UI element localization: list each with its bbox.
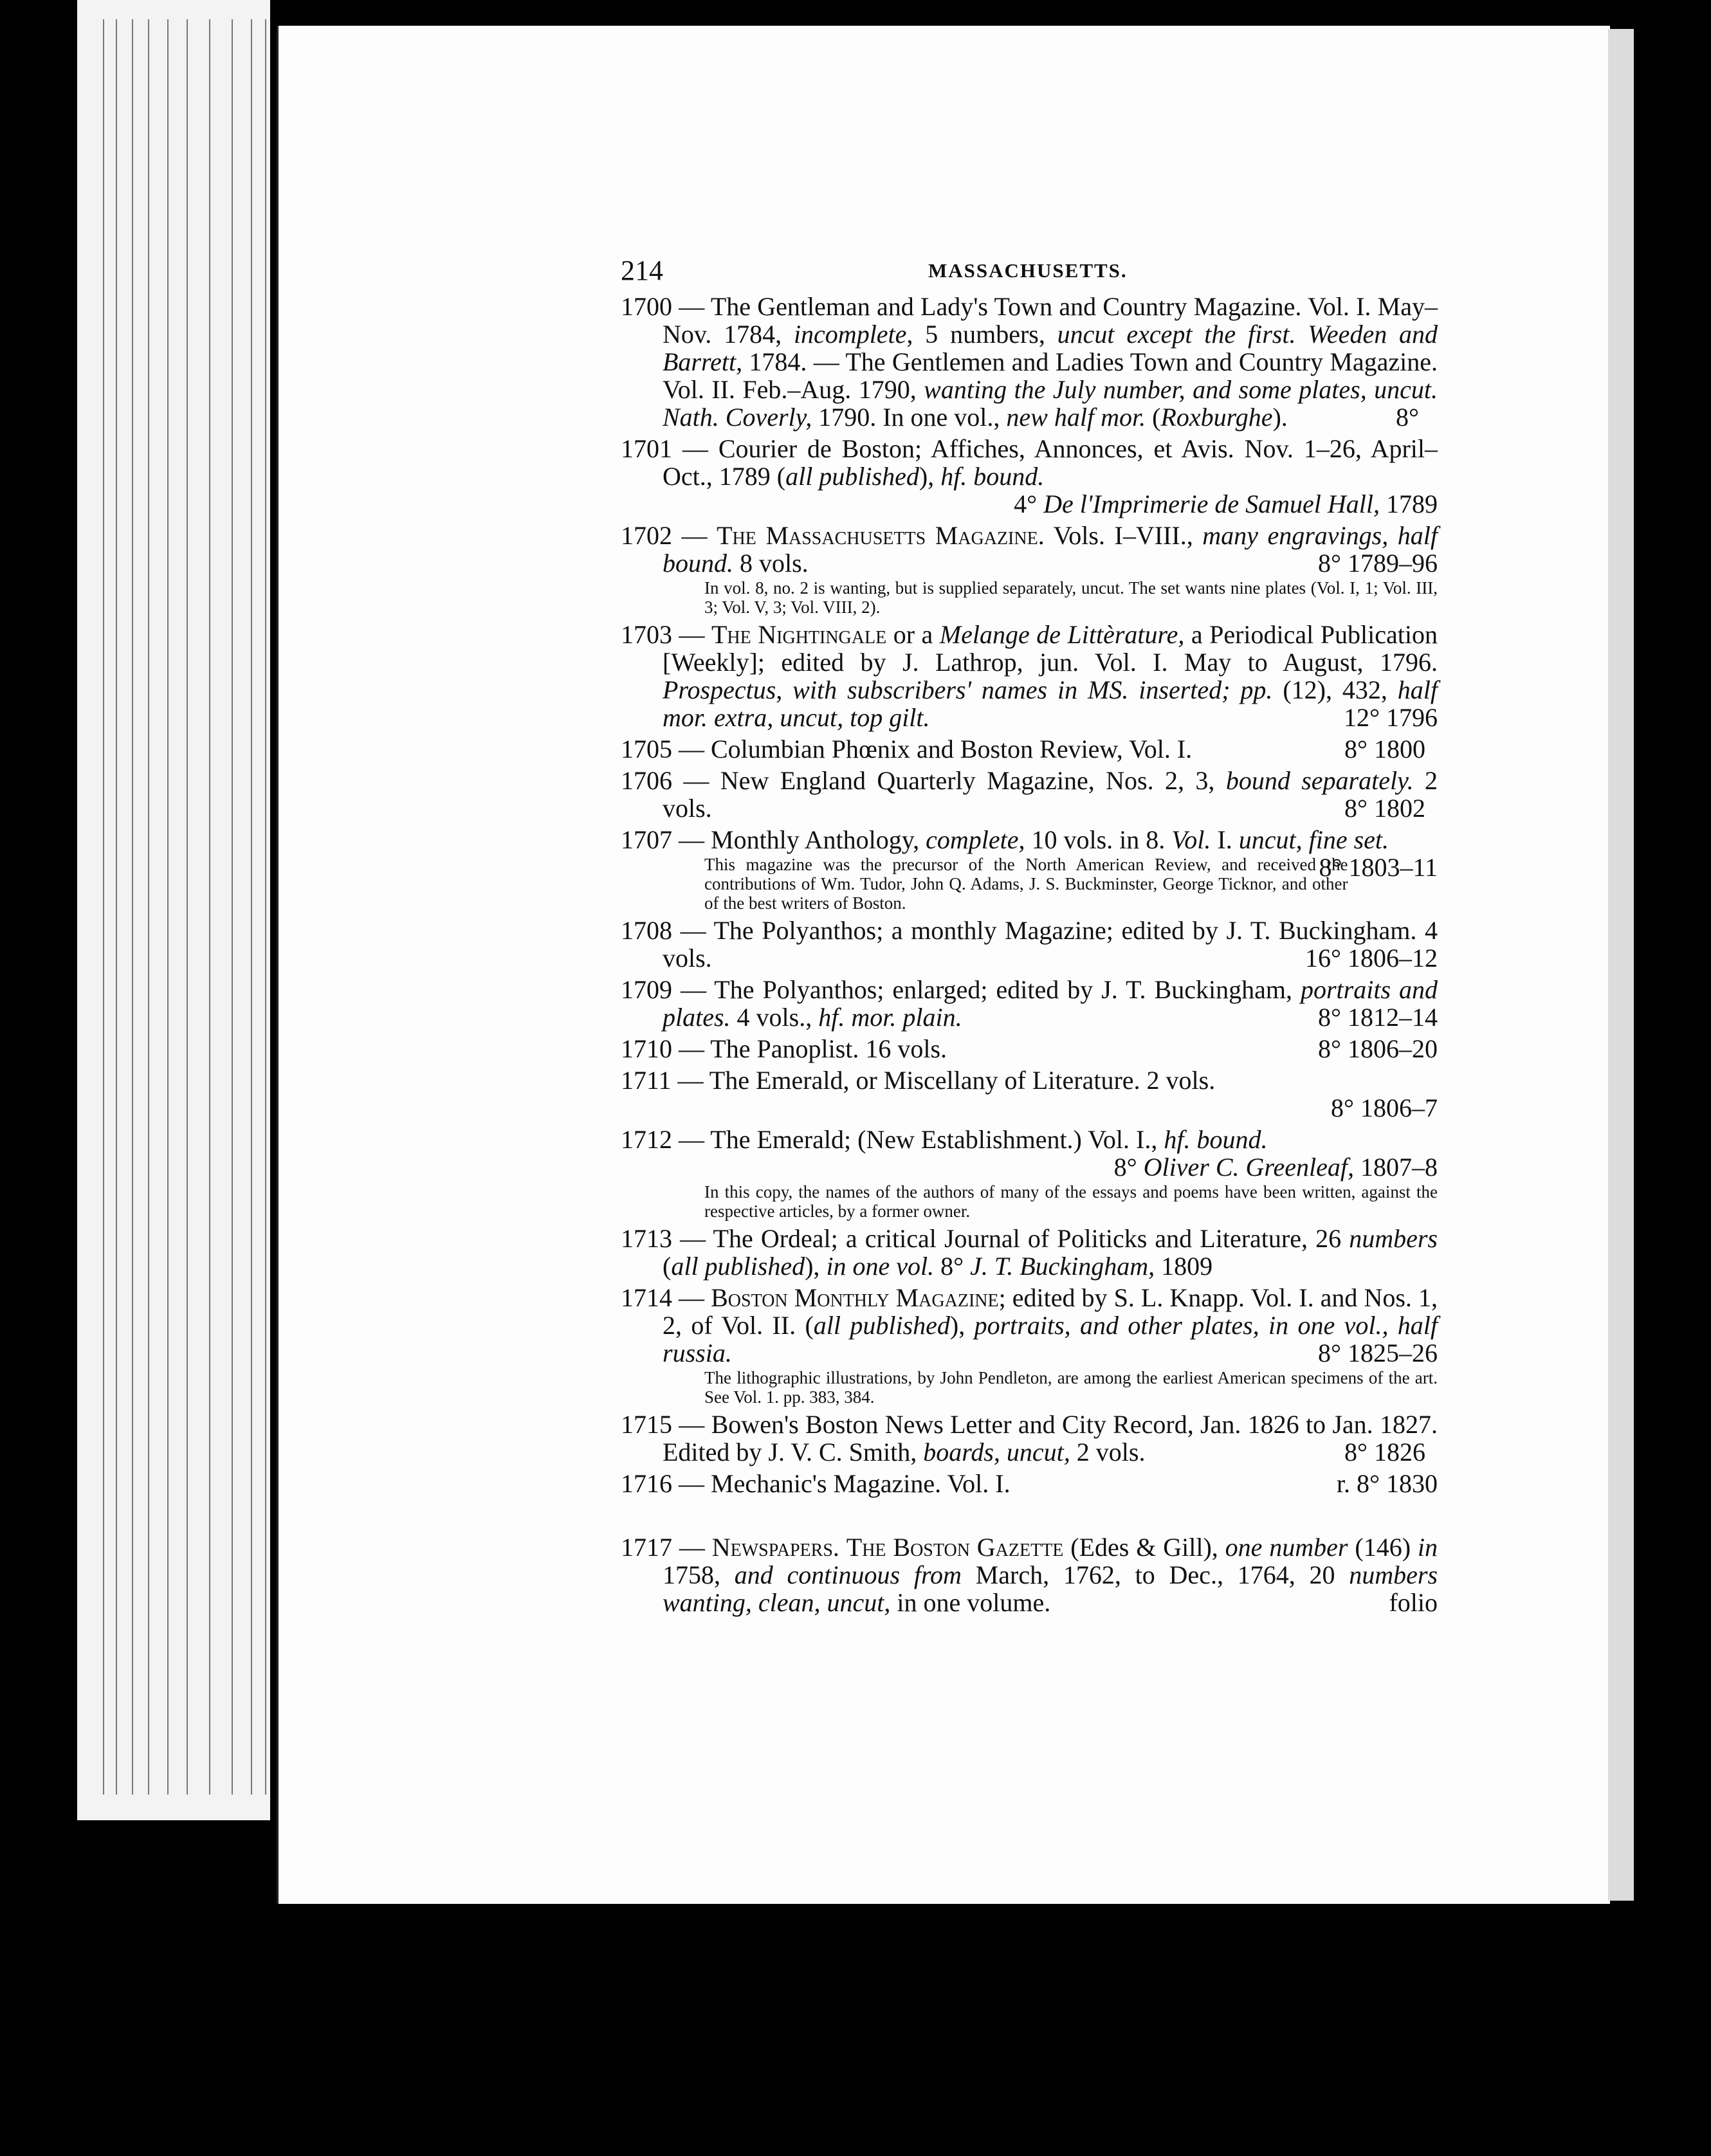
entry-1712: 1712 — The Emerald; (New Establishment.) Vol. I., hf. bound. 8° Oliver C. Greenleaf, 1807–8 In this copy, the names of the authors of many of the essays and poems have been written, against the respective articles, by a former owner. xyxy=(621,1125,1438,1221)
book-fore-edge xyxy=(77,0,270,1820)
page-right-edge xyxy=(1608,29,1634,1901)
entry-1707: 1707 — Monthly Anthology, complete, 10 vols. in 8. Vol. I. uncut, fine set. 8° 1803–11 This magazine was the precursor of the North American Review, and received the contributions of Wm. Tudor, John Q. Adams, J. S. Buckminster, George Ticknor, and other of the best writers of Boston. xyxy=(621,825,1438,913)
entry-1700: 1700 — The Gentleman and Lady's Town and Country Magazine. Vol. I. May–Nov. 1784, incomplete, 5 numbers, uncut except the first. Weeden and Barrett, 1784. — The Gentlemen and Ladies Town and Country Magazine. Vol. II. Feb.–Aug. 1790, wanting the July number, and some plates, uncut. Nath. Coverly, 1790. In one vol., new half mor. (Roxburghe). 8° xyxy=(621,292,1438,432)
scan-border-bottom xyxy=(77,1904,1634,2156)
entry-1703: 1703 — The Nightingale or a Melange de Littèrature, a Periodical Publication [Weekly]; edited by J. Lathrop, jun. Vol. I. May to August, 1796. Prospectus, with subscribers' names in MS. inserted; pp. (12), 432, half mor. extra, uncut, top gilt. 12° 1796 xyxy=(621,620,1438,732)
page-header xyxy=(621,254,1438,293)
catalogue-text xyxy=(621,254,1438,1620)
entry-1714: 1714 — Boston Monthly Magazine; edited by S. L. Knapp. Vol. I. and Nos. 1, 2, of Vol. II. (all published), portraits, and other plates, in one vol., half russia. 8° 1825–26 The lithographic illustrations, by John Pendleton, are among the earliest American specimens of the art. See Vol. 1. pp. 383, 384. xyxy=(621,1283,1438,1407)
entry-1701: 1701 — Courier de Boston; Affiches, Annonces, et Avis. Nov. 1–26, April–Oct., 1789 (all published), hf. bound. 4° De l'Imprimerie de Samuel Hall, 1789 xyxy=(621,434,1438,518)
entry-1702: 1702 — The Massachusetts Magazine. Vols. I–VIII., many engravings, half bound. 8 vols. 8° 1789–96 In vol. 8, no. 2 is wanting, but is supplied separately, uncut. The set wants nine plates (Vol. I, 1; Vol. III, 3; Vol. V, 3; Vol. VIII, 2). xyxy=(621,521,1438,617)
page-number: 214 xyxy=(621,255,663,286)
entry-1706: 1706 — New England Quarterly Magazine, Nos. 2, 3, bound separately. 2 vols. 8° 1802 xyxy=(621,766,1438,823)
entry-1715: 1715 — Bowen's Boston News Letter and City Record, Jan. 1826 to Jan. 1827. Edited by J. V. C. Smith, boards, uncut, 2 vols. 8° 1826 xyxy=(621,1410,1438,1466)
scan-border-right xyxy=(1634,0,1711,2156)
entry-1705: 1705 — Columbian Phœnix and Boston Review, Vol. I. 8° 1800 xyxy=(621,735,1425,763)
scan-border-left xyxy=(0,0,77,2156)
entry-1711: 1711 — The Emerald, or Miscellany of Literature. 2 vols. 8° 1806–7 xyxy=(621,1066,1438,1122)
note-1707: This magazine was the precursor of the North American Review, and received the contributions of Wm. Tudor, John Q. Adams, J. S. Buckminster, George Ticknor, and other of the best writers of Boston. xyxy=(704,855,1348,913)
note-1702: In vol. 8, no. 2 is wanting, but is supplied separately, uncut. The set wants nine plates (Vol. I, 1; Vol. III, 3; Vol. V, 3; Vol. VIII, 2). xyxy=(704,578,1438,617)
entry-1713: 1713 — The Ordeal; a critical Journal of Politicks and Literature, 26 numbers (all published), in one vol. 8° J. T. Buckingham, 1809 xyxy=(621,1224,1438,1281)
note-1714: The lithographic illustrations, by John Pendleton, are among the earliest American specimens of the art. See Vol. 1. pp. 383, 384. xyxy=(704,1368,1438,1407)
running-head: MASSACHUSETTS. xyxy=(928,259,1128,282)
entry-1716: 1716 — Mechanic's Magazine. Vol. I. r. 8° 1830 xyxy=(621,1469,1438,1498)
entry-1708: 1708 — The Polyanthos; a monthly Magazine; edited by J. T. Buckingham. 4 vols. 16° 1806–12 xyxy=(621,916,1438,973)
note-1712: In this copy, the names of the authors of many of the essays and poems have been written, against the respective articles, by a former owner. xyxy=(704,1182,1438,1221)
format-1700: 8° xyxy=(1396,403,1419,432)
entry-1710: 1710 — The Panoplist. 16 vols. 8° 1806–20 xyxy=(621,1034,1438,1063)
entry-1717: 1717 — Newspapers. The Boston Gazette (Edes & Gill), one number (146) in 1758, and continuous from March, 1762, to Dec., 1764, 20 numbers wanting, clean, uncut, in one volume. folio xyxy=(621,1533,1438,1617)
entry-1709: 1709 — The Polyanthos; enlarged; edited by J. T. Buckingham, portraits and plates. 4 vols., hf. mor. plain. 8° 1812–14 xyxy=(621,975,1438,1032)
